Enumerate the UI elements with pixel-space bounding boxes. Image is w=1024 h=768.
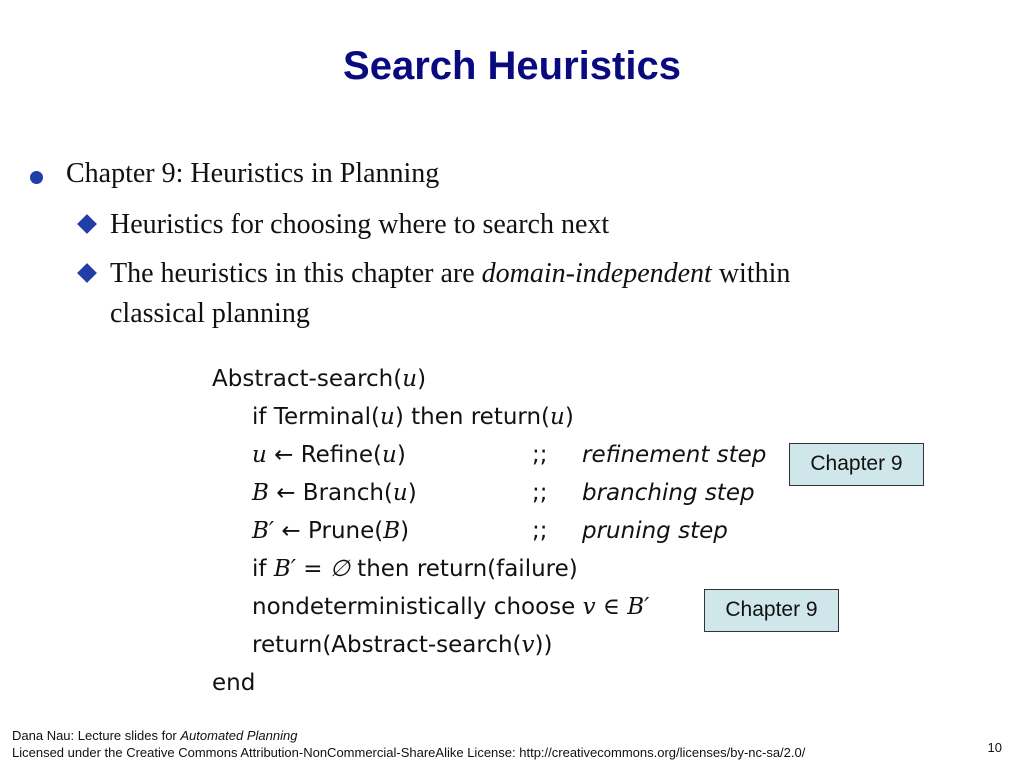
algo-text: ) then return( [394, 404, 551, 430]
text-part: The heuristics in this chapter are [110, 258, 482, 289]
chapter-callout: Chapter 9 [704, 589, 839, 632]
bullet-dot-icon [30, 171, 43, 184]
algo-text: nondeterministically choose [252, 594, 583, 620]
algo-text: Abstract-search( [212, 366, 403, 392]
algo-line [252, 480, 417, 506]
subbullet-text: Heuristics for choosing where to search next [110, 209, 610, 240]
algo-line [252, 632, 552, 658]
algo-var: u [252, 442, 267, 468]
footer-credit [12, 728, 297, 743]
emphasis-text: domain-independent [481, 258, 712, 289]
algo-comment-sep: ;; [532, 518, 548, 544]
algo-line [252, 556, 578, 582]
chapter-callout: Chapter 9 [789, 443, 924, 486]
algo-var: u [550, 404, 565, 430]
algo-comment: pruning step [582, 518, 728, 544]
algo-var: v ∈ B′ [582, 594, 650, 620]
footer-text: Dana Nau: Lecture slides for [12, 728, 181, 743]
algo-var: B [252, 480, 269, 506]
algo-var: u [382, 442, 397, 468]
page-number: 10 [987, 740, 1002, 755]
algo-text: ) [407, 480, 417, 506]
subbullet-text [110, 254, 790, 334]
algo-line [212, 366, 426, 392]
algo-line: end [212, 670, 256, 696]
algo-var: u [392, 480, 408, 506]
algo-text: ) [396, 442, 406, 468]
slide-title: Search Heuristics [343, 44, 681, 88]
algo-line [252, 518, 409, 544]
footer-license: Licensed under the Creative Commons Attribution-NonCommercial-ShareAlike License: http://creativecommons.org/licenses/by-nc-sa/2.0/ [12, 745, 806, 760]
algo-text: ← Branch( [268, 480, 393, 506]
bullet-text: Chapter 9: Heuristics in Planning [66, 158, 440, 189]
algo-comment-sep: ;; [532, 442, 548, 468]
algo-var: u [402, 366, 418, 392]
algo-text: ← Prune( [274, 518, 384, 544]
text-part: within [711, 258, 791, 289]
algo-text: if Terminal( [252, 404, 380, 430]
text-part: classical planning [110, 298, 310, 329]
algo-line [252, 594, 649, 620]
algo-text: ) [564, 404, 574, 430]
algo-line [252, 442, 406, 468]
diamond-bullet-icon [77, 263, 97, 283]
algo-line [252, 404, 574, 430]
footer-book-title: Automated Planning [180, 728, 298, 743]
algo-text: )) [534, 632, 553, 658]
algo-text: ) [400, 518, 410, 544]
algo-var: B [383, 518, 401, 544]
algo-comment: branching step [582, 480, 755, 506]
algo-var: u [379, 404, 395, 430]
algo-var: v [521, 632, 535, 658]
algo-comment: refinement step [582, 442, 767, 468]
algo-text: then return(failure) [349, 556, 578, 582]
algo-text: if [252, 556, 274, 582]
algo-var: B′ = ∅ [273, 556, 350, 582]
algo-var: B′ [252, 518, 275, 544]
algo-text: ) [417, 366, 427, 392]
diamond-bullet-icon [77, 214, 97, 234]
algo-text: ← Refine( [266, 442, 383, 468]
algo-text: return(Abstract-search( [252, 632, 522, 658]
algo-comment-sep: ;; [532, 480, 548, 506]
